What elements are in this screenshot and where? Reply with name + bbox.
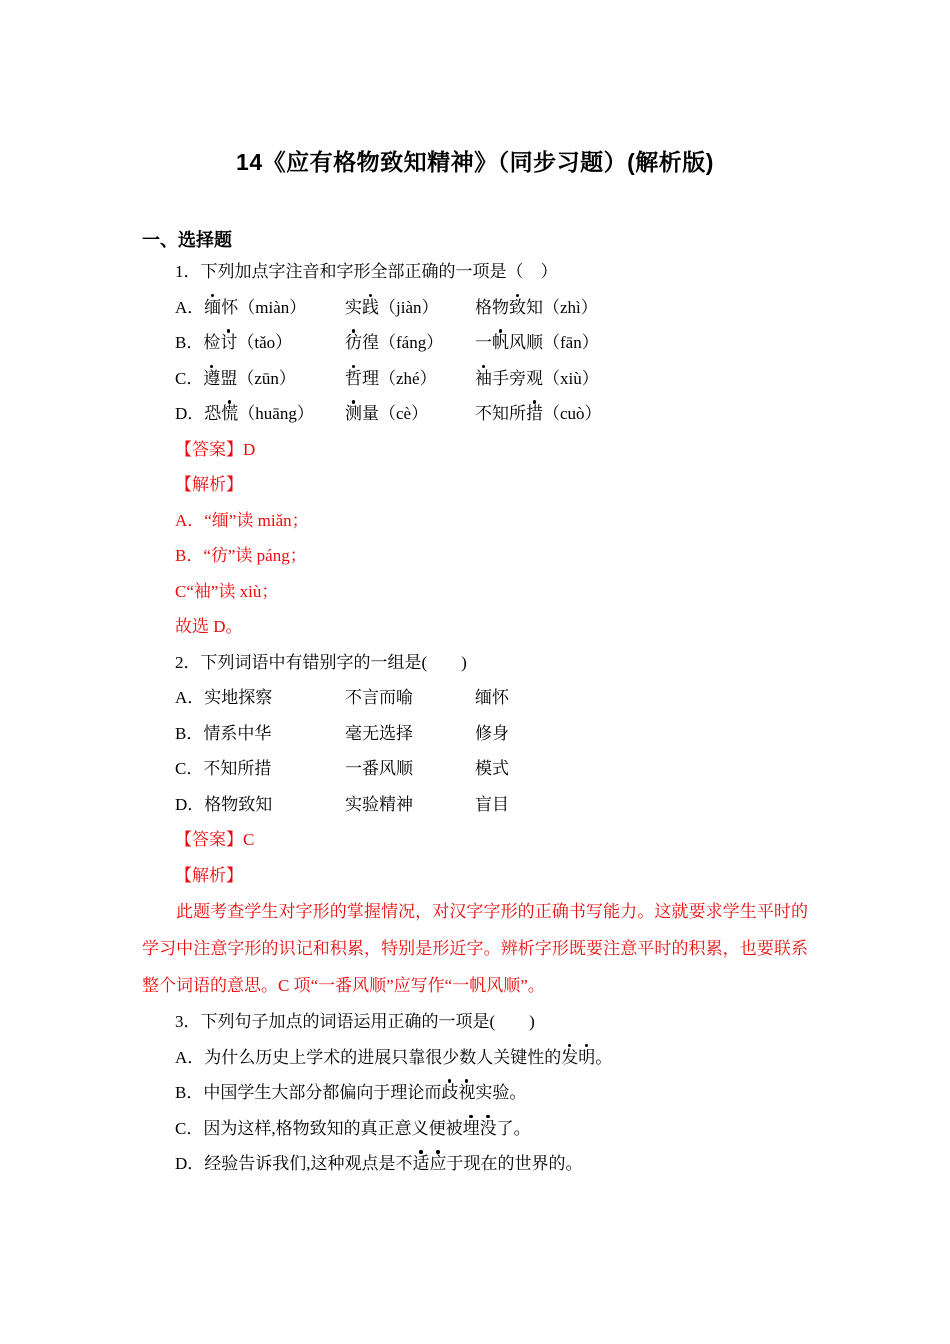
- q1-option-d-word-1: D．恐慌（huāng）: [175, 404, 314, 423]
- q2-option-a-word-3: 缅怀: [475, 688, 509, 707]
- question-2-answer: 【答案】C: [175, 830, 255, 849]
- q1-option-b-word-2: 彷徨（fáng）: [345, 333, 444, 352]
- question-1-stem: 1．下列加点字注音和字形全部正确的一项是（ ）: [175, 262, 558, 281]
- q1-option-a-word-3: 格物致知（zhì）: [475, 297, 598, 317]
- question-3-stem: 3．下列句子加点的词语运用正确的一项是( ): [175, 1012, 535, 1031]
- question-1-analysis-label: 【解析】: [175, 475, 243, 494]
- question-3-option-a: A．为什么历史上学术的进展只靠很少数人关键性的发明。: [175, 1047, 613, 1067]
- question-2-analysis-paragraph: 此题考查学生对字形的掌握情况，对汉字字形的正确书写能力。这就要求学生平时的学习中注意字形的识记和积累，特别是形近字。辨析字形既要注意平时的积累，也要联系整个词语的意思。C 项“一番风顺”应写作“一帆风顺”。: [142, 902, 808, 995]
- q1-option-b-word-3: 一帆风顺（fān）: [475, 333, 599, 352]
- q1-option-d-word-3: 不知所措（cuò）: [475, 404, 602, 423]
- question-1-answer: 【答案】D: [175, 439, 256, 459]
- question-2-option-d: [142, 787, 808, 823]
- q2-option-b-word-2: 毫无选择: [345, 723, 413, 743]
- question-2-stem: 2．下列词语中有错别字的一组是( ): [175, 652, 467, 672]
- question-3-option-c: C．因为这样,格物致知的真正意义便被埋没了。: [175, 1118, 531, 1138]
- q1-option-c-word-2: 哲理（zhé）: [345, 368, 437, 388]
- question-1-option-d: [142, 396, 808, 432]
- q1-option-c-word-3: 袖手旁观（xiù）: [475, 368, 599, 388]
- q2-option-d-word-1: D．格物致知: [175, 794, 273, 814]
- question-3-option-d: D．经验告诉我们,这种观点是不适应于现在的世界的。: [175, 1154, 583, 1173]
- question-2-option-b: [142, 716, 808, 752]
- question-2-analysis-label: 【解析】: [175, 865, 243, 885]
- q1-option-d-word-2: 测量（cè）: [345, 404, 429, 423]
- question-1-option-a: [142, 290, 808, 326]
- question-2-option-a: [142, 680, 808, 716]
- q2-option-b-word-3: 修身: [475, 723, 509, 743]
- section-heading: 一、选择题: [142, 230, 232, 250]
- q1-option-b-word-1: B．检讨（tǎo）: [175, 333, 293, 352]
- q2-option-a-word-2: 不言而喻: [345, 688, 413, 707]
- question-1-analysis-line: B．“彷”读 páng；: [175, 546, 307, 565]
- question-1-option-c: [142, 361, 808, 397]
- q1-option-a-word-1: A．缅怀（miàn）: [175, 297, 307, 317]
- q1-option-c-word-1: C．遵盟（zūn）: [175, 368, 296, 388]
- q2-option-c-word-1: C．不知所措: [175, 759, 272, 778]
- q2-option-d-word-2: 实验精神: [345, 794, 413, 814]
- q2-option-b-word-1: B．情系中华: [175, 723, 272, 743]
- question-1-analysis-line: C“袖”读 xiù；: [175, 581, 279, 601]
- document-title: 14《应有格物致知精神》（同步习题）(解析版): [236, 149, 714, 175]
- q1-option-a-word-2: 实践（jiàn）: [345, 297, 439, 317]
- question-3-option-b: B．中国学生大部分都偏向于理论而歧视实验。: [175, 1083, 527, 1102]
- question-1-analysis-line: A．“缅”读 miǎn；: [175, 510, 309, 530]
- question-1-analysis-line: 故选 D。: [175, 617, 243, 636]
- q2-option-a-word-1: A．实地探察: [175, 688, 273, 707]
- q2-option-d-word-3: 盲目: [475, 794, 509, 814]
- question-1-option-b: [142, 325, 808, 361]
- question-2-option-c: [142, 751, 808, 787]
- q2-option-c-word-2: 一番风顺: [345, 759, 413, 778]
- q2-option-c-word-3: 模式: [475, 759, 509, 778]
